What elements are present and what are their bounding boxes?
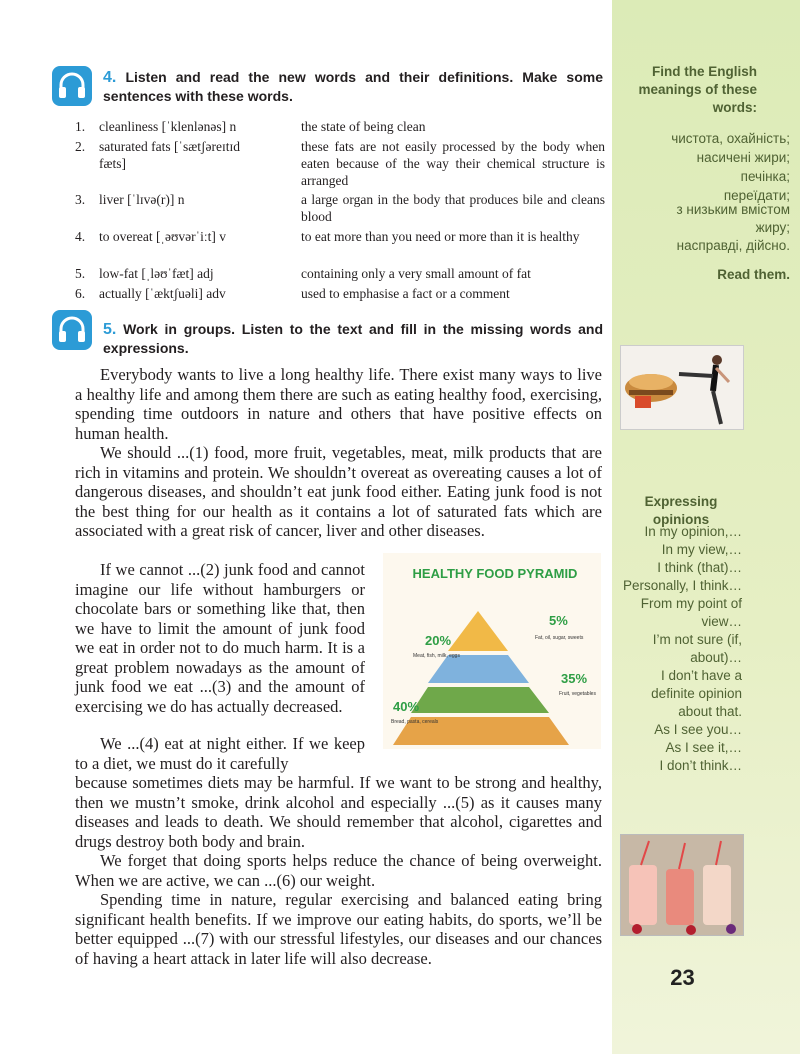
opinion-phrase: I’m not sure (if,: [652, 632, 742, 647]
find-meanings-title: Find the English meanings of these words:: [638, 64, 757, 115]
opinion-phrase: view…: [701, 614, 742, 629]
opinion-phrase: I don’t think…: [659, 758, 742, 773]
pyramid-pct-40: 40%: [393, 699, 420, 714]
vocab-number: 3.: [75, 192, 86, 207]
opinion-phrase: about)…: [690, 650, 742, 665]
task-4-instruction: [103, 68, 603, 106]
vocab-number: 4.: [75, 229, 86, 244]
ukr-word: жиру;: [755, 220, 790, 235]
sidebar: [612, 0, 800, 1054]
pyramid-label-35: Fruit, vegetables: [559, 691, 596, 697]
vocab-definition: containing only a very small amount of fat: [301, 266, 531, 281]
task-4-text: Listen and read the new words and their definitions. Make some sentences with these words.: [103, 69, 603, 104]
vocab-word: to overeat [ˌəʊvərˈiːt] v: [99, 229, 226, 244]
task-5-instruction: [103, 320, 603, 358]
text-paragraph: We forget that doing sports helps reduce the chance of being overweight. When we are active, we can ...(6) our weight.: [75, 851, 602, 890]
healthy-food-pyramid: [383, 553, 601, 749]
opinion-phrase: I think (that)…: [657, 560, 742, 575]
pyramid-pct-20: 20%: [425, 633, 452, 648]
vocab-definition: to eat more than you need or more than it is healthy: [301, 229, 580, 244]
opinion-phrase: definite opinion: [651, 686, 742, 701]
pyramid-pct-35: 35%: [561, 671, 588, 686]
vocab-definition: the state of being clean: [301, 119, 426, 134]
opinion-phrase: As I see you…: [654, 722, 742, 737]
opinion-phrase: I don’t have a: [660, 668, 742, 683]
text-paragraph: Everybody wants to live a long healthy life. There exist many ways to live a healthy life and among them there are such as eating healthy food, exercising, spending time outdoors in nature and others that have positive effects on human health.: [75, 365, 602, 443]
opinion-phrase: As I see it,…: [665, 740, 742, 755]
pyramid-pct-5: 5%: [549, 613, 568, 628]
vocab-number: 5.: [75, 266, 86, 281]
opinion-phrase: In my view,…: [661, 542, 742, 557]
vocab-word: saturated fats [ˈsætʃəreɪtɪd fæts]: [99, 139, 240, 171]
opinion-phrase: Personally, I think…: [622, 578, 742, 593]
text-paragraph: Spending time in nature, regular exercising and balanced eating bring significant health benefits. If we improve our eating habits, do sports, we’ll be better equipped ...(7) with our stressful lifestyles, our diseases and our chances of having a heart attack in later life will also decrease.: [75, 890, 602, 968]
headphones-icon[interactable]: [52, 66, 92, 106]
vocab-number: 1.: [75, 119, 86, 134]
headphones-icon[interactable]: [52, 310, 92, 350]
page-number: 23: [670, 965, 695, 990]
ukr-word: печінка;: [740, 169, 790, 184]
text-paragraph: We ...(4) eat at night either. If we keep to a diet, we must do it carefully: [75, 734, 365, 773]
vocab-word: cleanliness [ˈklenlənəs] n: [99, 119, 237, 134]
expressing-opinions-title: Expressing opinions: [644, 494, 718, 527]
vocab-definition: a large organ in the body that produces bile and cleans blood: [301, 192, 605, 224]
junk-food-fitness-photo: [620, 345, 744, 430]
smoothies-photo: [620, 834, 744, 936]
opinion-phrase: From my point of: [640, 596, 742, 611]
read-them-label: Read them.: [717, 267, 790, 282]
task-5-text: Work in groups. Listen to the text and fill in the missing words and expressions.: [103, 321, 604, 356]
vocab-word: low-fat [ˌləʊˈfæt] adj: [99, 266, 214, 281]
ukr-word: чистота, охайність;: [671, 131, 790, 146]
vocab-number: 2.: [75, 139, 86, 154]
ukr-word: насправді, дійсно.: [676, 238, 790, 253]
opinion-phrase: about that.: [678, 704, 742, 719]
pyramid-label-20: Meat, fish, milk, eggs: [413, 653, 460, 659]
pyramid-label-5: Fat, oil, sugar, sweets: [535, 635, 584, 641]
ukr-word: переїдати;: [723, 188, 790, 203]
vocab-word: actually [ˈæktʃuəli] adv: [99, 286, 226, 301]
vocab-word: liver [ˈlɪvə(r)] n: [99, 192, 185, 207]
pyramid-label-40: Bread, pasta, cereals: [391, 719, 439, 725]
text-paragraph: because sometimes diets may be harmful. If we want to be strong and healthy, then we mustn’t smoke, drink alcohol and especially ...(5) as it causes many diseases and leads to death. We should remember that alcohol, cigarettes and drugs destroy both body and brain.: [75, 773, 602, 851]
vocab-definition: these fats are not easily processed by the body when eaten because of the way their chemical structure is arranged: [301, 139, 605, 188]
vocab-number: 6.: [75, 286, 86, 301]
ukr-word: насичені жири;: [696, 150, 790, 165]
pyramid-title: HEALTHY FOOD PYRAMID: [412, 566, 578, 581]
opinion-phrase: In my opinion,…: [644, 524, 742, 539]
text-paragraph: We should ...(1) food, more fruit, vegetables, meat, milk products that are rich in vitamins and protein. We shouldn’t overeat as overeating causes a lot of dangerous diseases, and shouldn’t eat junk food either. Eating junk food is not the best thing for our health as it contains a lot of saturated fats which are associated with a great risk of cancer, liver and other diseases.: [75, 443, 602, 540]
task-5-number: 5.: [103, 321, 117, 338]
ukr-word: з низьким вмістом: [676, 202, 790, 217]
text-paragraph: If we cannot ...(2) junk food and cannot imagine our life without hamburgers or chocolate bars or something like that, then we have to limit the amount of junk food we eat in order not to do much harm. It is a great problem nowadays as the amount of junk food we eat ...(3) and the amount of exercising we do has actually decreased.: [75, 560, 365, 716]
vocab-definition: used to emphasise a fact or a comment: [301, 286, 510, 301]
task-4-number: 4.: [103, 69, 117, 86]
